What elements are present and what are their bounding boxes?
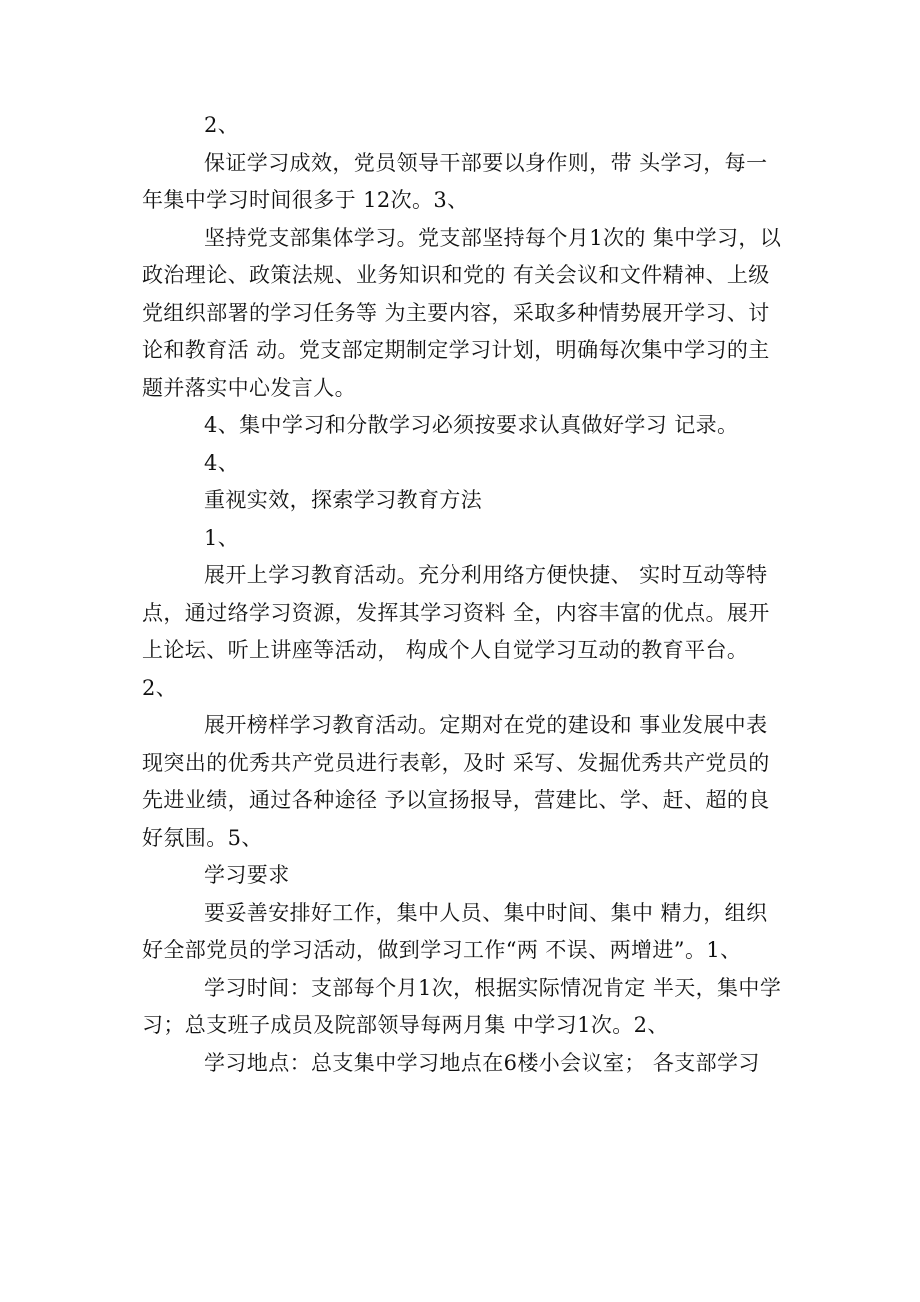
paragraph-10: 学习要求 (204, 863, 290, 887)
paragraph-1: 2、 (204, 113, 240, 137)
paragraph-13: 学习地点：总支集中学习地点在6楼小会议室； 各支部学习 (204, 1050, 760, 1075)
paragraph-4: 4、集中学习和分散学习必须按要求认真做好学习 记录。 (204, 413, 739, 437)
paragraph-2: 保证学习成效，党员领导干部要以身作则，带 头学习，每一年集中学习时间很多于 12次。3、 (142, 150, 768, 212)
document-body (142, 107, 782, 1082)
paragraph-7: 1、 (204, 525, 240, 550)
paragraph-8: 展开上学习教育活动。充分利用络方便快捷、 实时互动等特点，通过络学习资源，发挥其学习资料 全，内容丰富的优点。展开上论坛、听上讲座等活动， 构成个人自觉学习互动的教育平台。2、 (142, 563, 770, 700)
paragraph-9: 展开榜样学习教育活动。定期对在党的建设和 事业发展中表现突出的优秀共产党员进行表彰，及时 采写、发掘优秀共产党员的先进业绩，通过各种途径 予以宣扬报导，营建比、学、赶、超的良好氛围。5、 (142, 713, 770, 850)
paragraph-3: 坚持党支部集体学习。党支部坚持每个月1次的 集中学习，以政治理论、政策法规、业务知识和党的 有关会议和文件精神、上级党组织部署的学习任务等 为主要内容，采取多种情势展开学习、讨论和教育活 动。党支部定期制定学习计划，明确每次集中学习的主题并落实中心发言人。 (142, 225, 782, 400)
paragraph-11: 要妥善安排好工作，集中人员、集中时间、集中 精力，组织好全部党员的学习活动，做到学习工作“两 不误、两增进”。1、 (142, 900, 768, 962)
paragraph-5: 4、 (204, 450, 240, 475)
paragraph-12: 学习时间：支部每个月1次，根据实际情况肯定 半天，集中学习；总支班子成员及院部领导每两月集 中学习1次。2、 (142, 975, 782, 1037)
paragraph-6: 重视实效，探索学习教育方法 (204, 488, 483, 512)
